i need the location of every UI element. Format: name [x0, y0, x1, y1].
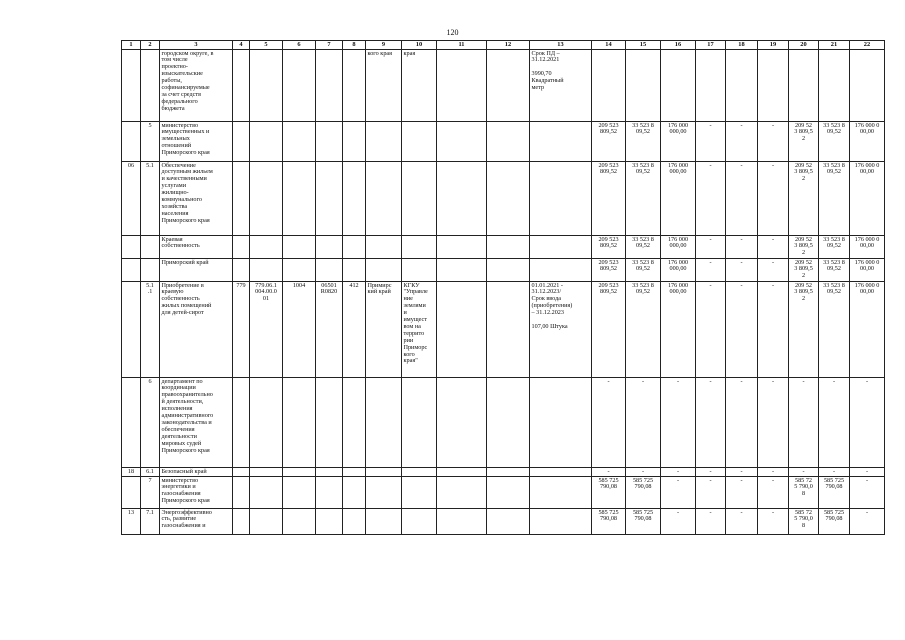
table-cell-col13 — [530, 236, 592, 259]
table-cell-col22: 176 000 0 00,00 — [850, 259, 885, 282]
table-cell-col7 — [316, 477, 343, 509]
table-cell-col17: - — [696, 282, 726, 378]
table-cell-col16 — [661, 50, 696, 122]
table-cell-col9 — [366, 236, 402, 259]
table-cell-col2 — [141, 259, 160, 282]
table-cell-col3: министерство имущественных и земельных отношений Приморского края — [160, 122, 233, 162]
table-cell-col6 — [283, 509, 316, 535]
table-cell-col5 — [250, 50, 283, 122]
table-cell-col18: - — [726, 477, 758, 509]
table-cell-col11 — [437, 477, 487, 509]
table-cell-col3: Обеспечение доступным жильем и качественными услугами жилищно- коммунального хозяйства населения Приморского края — [160, 162, 233, 236]
table-cell-col12 — [487, 378, 530, 468]
table-cell-col15: - — [626, 378, 661, 468]
table-cell-col19: - — [758, 509, 789, 535]
table-cell-col10 — [402, 122, 437, 162]
table-body — [122, 50, 885, 535]
table-cell-col9 — [366, 477, 402, 509]
table-cell-col15: 585 725 790,08 — [626, 477, 661, 509]
table-cell-col18: - — [726, 282, 758, 378]
table-cell-col20: 209 52 3 809,5 2 — [789, 162, 819, 236]
table-cell-col22 — [850, 50, 885, 122]
table-cell-col7 — [316, 50, 343, 122]
budget-table — [121, 40, 885, 535]
table-cell-col20: 585 72 5 790,0 8 — [789, 477, 819, 509]
table-cell-col22: 176 000 0 00,00 — [850, 122, 885, 162]
table-cell-col19 — [758, 50, 789, 122]
table-cell-col16: 176 000 000,00 — [661, 236, 696, 259]
table-cell-col6 — [283, 378, 316, 468]
table-cell-col14: 209 523 809,52 — [592, 259, 626, 282]
table-cell-col2: 6 — [141, 378, 160, 468]
table-cell-col2: 5.1 .1 — [141, 282, 160, 378]
table-row — [122, 50, 885, 122]
table-cell-col12 — [487, 236, 530, 259]
table-cell-col1: 06 — [122, 162, 141, 236]
table-cell-col12 — [487, 162, 530, 236]
table-cell-col11 — [437, 509, 487, 535]
table-cell-col14: 209 523 809,52 — [592, 236, 626, 259]
table-cell-col21: 33 523 8 09,52 — [819, 162, 850, 236]
table-cell-col18: - — [726, 378, 758, 468]
table-cell-col10 — [402, 162, 437, 236]
table-cell-col14: 209 523 809,52 — [592, 122, 626, 162]
column-header-1: 1 — [122, 41, 141, 50]
table-cell-col6 — [283, 50, 316, 122]
table-cell-col14: 585 725 790,08 — [592, 509, 626, 535]
table-cell-col4 — [233, 468, 250, 477]
table-cell-col16: - — [661, 477, 696, 509]
table-cell-col10 — [402, 378, 437, 468]
table-cell-col12 — [487, 509, 530, 535]
table-cell-col6 — [283, 259, 316, 282]
table-cell-col1 — [122, 50, 141, 122]
table-cell-col21: 33 523 8 09,52 — [819, 122, 850, 162]
table-cell-col18 — [726, 50, 758, 122]
table-row — [122, 509, 885, 535]
table-cell-col6 — [283, 122, 316, 162]
column-header-7: 7 — [316, 41, 343, 50]
table-cell-col14: 585 725 790,08 — [592, 477, 626, 509]
table-cell-col20: 585 72 5 790,0 8 — [789, 509, 819, 535]
table-cell-col15: - — [626, 468, 661, 477]
page-number: 120 — [446, 28, 459, 37]
table-cell-col12 — [487, 282, 530, 378]
table-cell-col2: 6.1 — [141, 468, 160, 477]
table-cell-col4: 779 — [233, 282, 250, 378]
table-cell-col22: - — [850, 509, 885, 535]
column-header-15: 15 — [626, 41, 661, 50]
table-cell-col18: - — [726, 509, 758, 535]
table-cell-col15: 33 523 8 09,52 — [626, 236, 661, 259]
table-cell-col16: 176 000 000,00 — [661, 259, 696, 282]
table-cell-col10 — [402, 259, 437, 282]
table-row — [122, 282, 885, 378]
column-header-21: 21 — [819, 41, 850, 50]
table-cell-col8 — [343, 468, 366, 477]
column-header-14: 14 — [592, 41, 626, 50]
table-cell-col10 — [402, 468, 437, 477]
table-cell-col7 — [316, 236, 343, 259]
table-cell-col5 — [250, 122, 283, 162]
table-cell-col10 — [402, 477, 437, 509]
table-cell-col11 — [437, 378, 487, 468]
table-cell-col8 — [343, 162, 366, 236]
table-cell-col3: городском округе, в том числе проектно- изыскательские работы, софинансируемые за счет средств федерального бюджета — [160, 50, 233, 122]
table-cell-col1: 13 — [122, 509, 141, 535]
table-cell-col10 — [402, 509, 437, 535]
table-cell-col21: 33 523 8 09,52 — [819, 259, 850, 282]
table-row — [122, 162, 885, 236]
column-header-9: 9 — [366, 41, 402, 50]
table-cell-col17: - — [696, 477, 726, 509]
column-header-12: 12 — [487, 41, 530, 50]
table-cell-col4 — [233, 259, 250, 282]
table-cell-col17: - — [696, 259, 726, 282]
table-cell-col4 — [233, 122, 250, 162]
table-cell-col1 — [122, 236, 141, 259]
table-cell-col11 — [437, 236, 487, 259]
column-header-17: 17 — [696, 41, 726, 50]
table-cell-col8: 412 — [343, 282, 366, 378]
table-cell-col14 — [592, 50, 626, 122]
table-cell-col10: края — [402, 50, 437, 122]
table-cell-col6 — [283, 477, 316, 509]
table-cell-col21: 585 725 790,08 — [819, 477, 850, 509]
table-cell-col3: департамент по координации правоохранительно й деятельности, исполнения административного законодательства и обеспечения деятельности мировых судей Приморского края — [160, 378, 233, 468]
table-cell-col12 — [487, 50, 530, 122]
table-cell-col4 — [233, 162, 250, 236]
table-cell-col4 — [233, 477, 250, 509]
table-cell-col17: - — [696, 122, 726, 162]
table-cell-col1 — [122, 477, 141, 509]
table-cell-col18: - — [726, 468, 758, 477]
table-row — [122, 122, 885, 162]
table-cell-col3: Краевая собственность — [160, 236, 233, 259]
table-cell-col16: - — [661, 509, 696, 535]
table-cell-col19: - — [758, 259, 789, 282]
column-header-10: 10 — [402, 41, 437, 50]
table-cell-col13: 01.01.2021 - 31.12.2023/ Срок ввода (приобретения) – 31.12.2023 107,00 Штука — [530, 282, 592, 378]
table-cell-col16: 176 000 000,00 — [661, 282, 696, 378]
table-cell-col16: - — [661, 378, 696, 468]
column-header-3: 3 — [160, 41, 233, 50]
table-cell-col2 — [141, 50, 160, 122]
table-cell-col7 — [316, 259, 343, 282]
table-cell-col3: Приморский край — [160, 259, 233, 282]
table-cell-col11 — [437, 122, 487, 162]
table-cell-col22: 176 000 0 00,00 — [850, 162, 885, 236]
table-cell-col11 — [437, 162, 487, 236]
table-cell-col3: Приобретение в краевую собственность жилых помещений для детей-сирот — [160, 282, 233, 378]
table-cell-col21: - — [819, 468, 850, 477]
table-cell-col13 — [530, 162, 592, 236]
table-cell-col20: 209 52 3 809,5 2 — [789, 122, 819, 162]
table-cell-col16: - — [661, 468, 696, 477]
table-cell-col6 — [283, 162, 316, 236]
table-cell-col6 — [283, 468, 316, 477]
table-cell-col6 — [283, 236, 316, 259]
table-cell-col21: - — [819, 378, 850, 468]
table-cell-col4 — [233, 378, 250, 468]
table-cell-col1: 18 — [122, 468, 141, 477]
table-cell-col8 — [343, 236, 366, 259]
table-cell-col9: Примирс кий край — [366, 282, 402, 378]
table-cell-col20: 209 52 3 809,5 2 — [789, 236, 819, 259]
table-cell-col13 — [530, 468, 592, 477]
table-cell-col15: 33 523 8 09,52 — [626, 122, 661, 162]
table-row — [122, 378, 885, 468]
table-cell-col3: Безопасный край — [160, 468, 233, 477]
table-cell-col20 — [789, 50, 819, 122]
table-cell-col2 — [141, 236, 160, 259]
table-cell-col7 — [316, 162, 343, 236]
table-cell-col8 — [343, 509, 366, 535]
column-header-6: 6 — [283, 41, 316, 50]
table-cell-col8 — [343, 477, 366, 509]
table-cell-col22: - — [850, 468, 885, 477]
table-cell-col16: 176 000 000,00 — [661, 162, 696, 236]
table-cell-col7 — [316, 509, 343, 535]
table-cell-col10: КГКУ "Управле ние землями и имущест вом на террито рии Приморс кого края" — [402, 282, 437, 378]
table-cell-col1 — [122, 378, 141, 468]
table-cell-col17: - — [696, 162, 726, 236]
table-cell-col17: - — [696, 468, 726, 477]
table-cell-col9 — [366, 378, 402, 468]
table-row — [122, 236, 885, 259]
table-cell-col21 — [819, 50, 850, 122]
table-cell-col11 — [437, 50, 487, 122]
table-cell-col8 — [343, 259, 366, 282]
table-cell-col14: - — [592, 468, 626, 477]
table-cell-col3: Энергоэффективно сть, развитие газоснабжения и — [160, 509, 233, 535]
table-cell-col4 — [233, 509, 250, 535]
table-cell-col15 — [626, 50, 661, 122]
table-cell-col2: 7.1 — [141, 509, 160, 535]
table-cell-col9 — [366, 468, 402, 477]
table-cell-col13: Срок ПД – 31.12.2021 3990,70 Квадратный метр — [530, 50, 592, 122]
table-cell-col20: 209 52 3 809,5 2 — [789, 282, 819, 378]
table-cell-col5 — [250, 509, 283, 535]
table-cell-col11 — [437, 259, 487, 282]
column-header-8: 8 — [343, 41, 366, 50]
table-cell-col9 — [366, 162, 402, 236]
table-cell-col5 — [250, 259, 283, 282]
table-cell-col5 — [250, 378, 283, 468]
table-cell-col20: - — [789, 378, 819, 468]
column-header-11: 11 — [437, 41, 487, 50]
table-row — [122, 259, 885, 282]
table-cell-col7: 06501 R0820 — [316, 282, 343, 378]
table-cell-col22: 176 000 0 00,00 — [850, 282, 885, 378]
table-cell-col22: 176 000 0 00,00 — [850, 236, 885, 259]
column-header-19: 19 — [758, 41, 789, 50]
table-cell-col7 — [316, 378, 343, 468]
column-header-13: 13 — [530, 41, 592, 50]
table-cell-col5 — [250, 468, 283, 477]
table-cell-col7 — [316, 468, 343, 477]
column-header-4: 4 — [233, 41, 250, 50]
table-cell-col19: - — [758, 236, 789, 259]
table-cell-col11 — [437, 282, 487, 378]
column-header-22: 22 — [850, 41, 885, 50]
table-cell-col18: - — [726, 122, 758, 162]
table-cell-col14: 209 523 809,52 — [592, 162, 626, 236]
table-cell-col8 — [343, 122, 366, 162]
table-cell-col11 — [437, 468, 487, 477]
table-cell-col5 — [250, 162, 283, 236]
table-cell-col9 — [366, 259, 402, 282]
column-header-18: 18 — [726, 41, 758, 50]
table-cell-col4 — [233, 50, 250, 122]
table-cell-col8 — [343, 378, 366, 468]
table-cell-col13 — [530, 378, 592, 468]
column-header-2: 2 — [141, 41, 160, 50]
table-cell-col5: 779.06.1 004.00.0 01 — [250, 282, 283, 378]
table-cell-col2: 7 — [141, 477, 160, 509]
table-cell-col12 — [487, 468, 530, 477]
table-cell-col10 — [402, 236, 437, 259]
table-cell-col13 — [530, 477, 592, 509]
table-row — [122, 477, 885, 509]
table-cell-col19: - — [758, 468, 789, 477]
table-row — [122, 468, 885, 477]
table-cell-col15: 33 523 8 09,52 — [626, 282, 661, 378]
table-cell-col15: 33 523 8 09,52 — [626, 162, 661, 236]
table-cell-col17: - — [696, 378, 726, 468]
table-cell-col19: - — [758, 477, 789, 509]
table-cell-col5 — [250, 477, 283, 509]
table-cell-col12 — [487, 477, 530, 509]
table-cell-col19: - — [758, 162, 789, 236]
table-cell-col2: 5.1 — [141, 162, 160, 236]
table-cell-col18: - — [726, 259, 758, 282]
table-cell-col13 — [530, 259, 592, 282]
table-cell-col5 — [250, 236, 283, 259]
column-header-20: 20 — [789, 41, 819, 50]
table-cell-col22: - — [850, 378, 885, 468]
table-cell-col17 — [696, 50, 726, 122]
table-cell-col13 — [530, 509, 592, 535]
table-cell-col21: 33 523 8 09,52 — [819, 282, 850, 378]
table-cell-col17: - — [696, 236, 726, 259]
table-cell-col20: 209 52 3 809,5 2 — [789, 259, 819, 282]
table-cell-col22: - — [850, 477, 885, 509]
table-cell-col17: - — [696, 509, 726, 535]
table-cell-col4 — [233, 236, 250, 259]
table-cell-col18: - — [726, 236, 758, 259]
table-cell-col21: 33 523 8 09,52 — [819, 236, 850, 259]
table-cell-col6: 1004 — [283, 282, 316, 378]
table-cell-col13 — [530, 122, 592, 162]
table-cell-col15: 585 725 790,08 — [626, 509, 661, 535]
table-cell-col14: - — [592, 378, 626, 468]
table-cell-col8 — [343, 50, 366, 122]
table-cell-col7 — [316, 122, 343, 162]
column-header-16: 16 — [661, 41, 696, 50]
table-cell-col20: - — [789, 468, 819, 477]
table-cell-col18: - — [726, 162, 758, 236]
table-cell-col19: - — [758, 122, 789, 162]
column-header-5: 5 — [250, 41, 283, 50]
table-cell-col9: кого края — [366, 50, 402, 122]
table-cell-col14: 209 523 809,52 — [592, 282, 626, 378]
table-cell-col9 — [366, 122, 402, 162]
column-number-header — [122, 41, 885, 50]
table-cell-col21: 585 725 790,08 — [819, 509, 850, 535]
table-cell-col1 — [122, 122, 141, 162]
table-cell-col1 — [122, 282, 141, 378]
table-cell-col3: министерство энергетики и газоснабжения Приморского края — [160, 477, 233, 509]
table-cell-col1 — [122, 259, 141, 282]
table-cell-col9 — [366, 509, 402, 535]
table-cell-col12 — [487, 122, 530, 162]
table-cell-col12 — [487, 259, 530, 282]
table-cell-col19: - — [758, 282, 789, 378]
table-cell-col16: 176 000 000,00 — [661, 122, 696, 162]
table-cell-col15: 33 523 8 09,52 — [626, 259, 661, 282]
table-cell-col2: 5 — [141, 122, 160, 162]
table-cell-col19: - — [758, 378, 789, 468]
